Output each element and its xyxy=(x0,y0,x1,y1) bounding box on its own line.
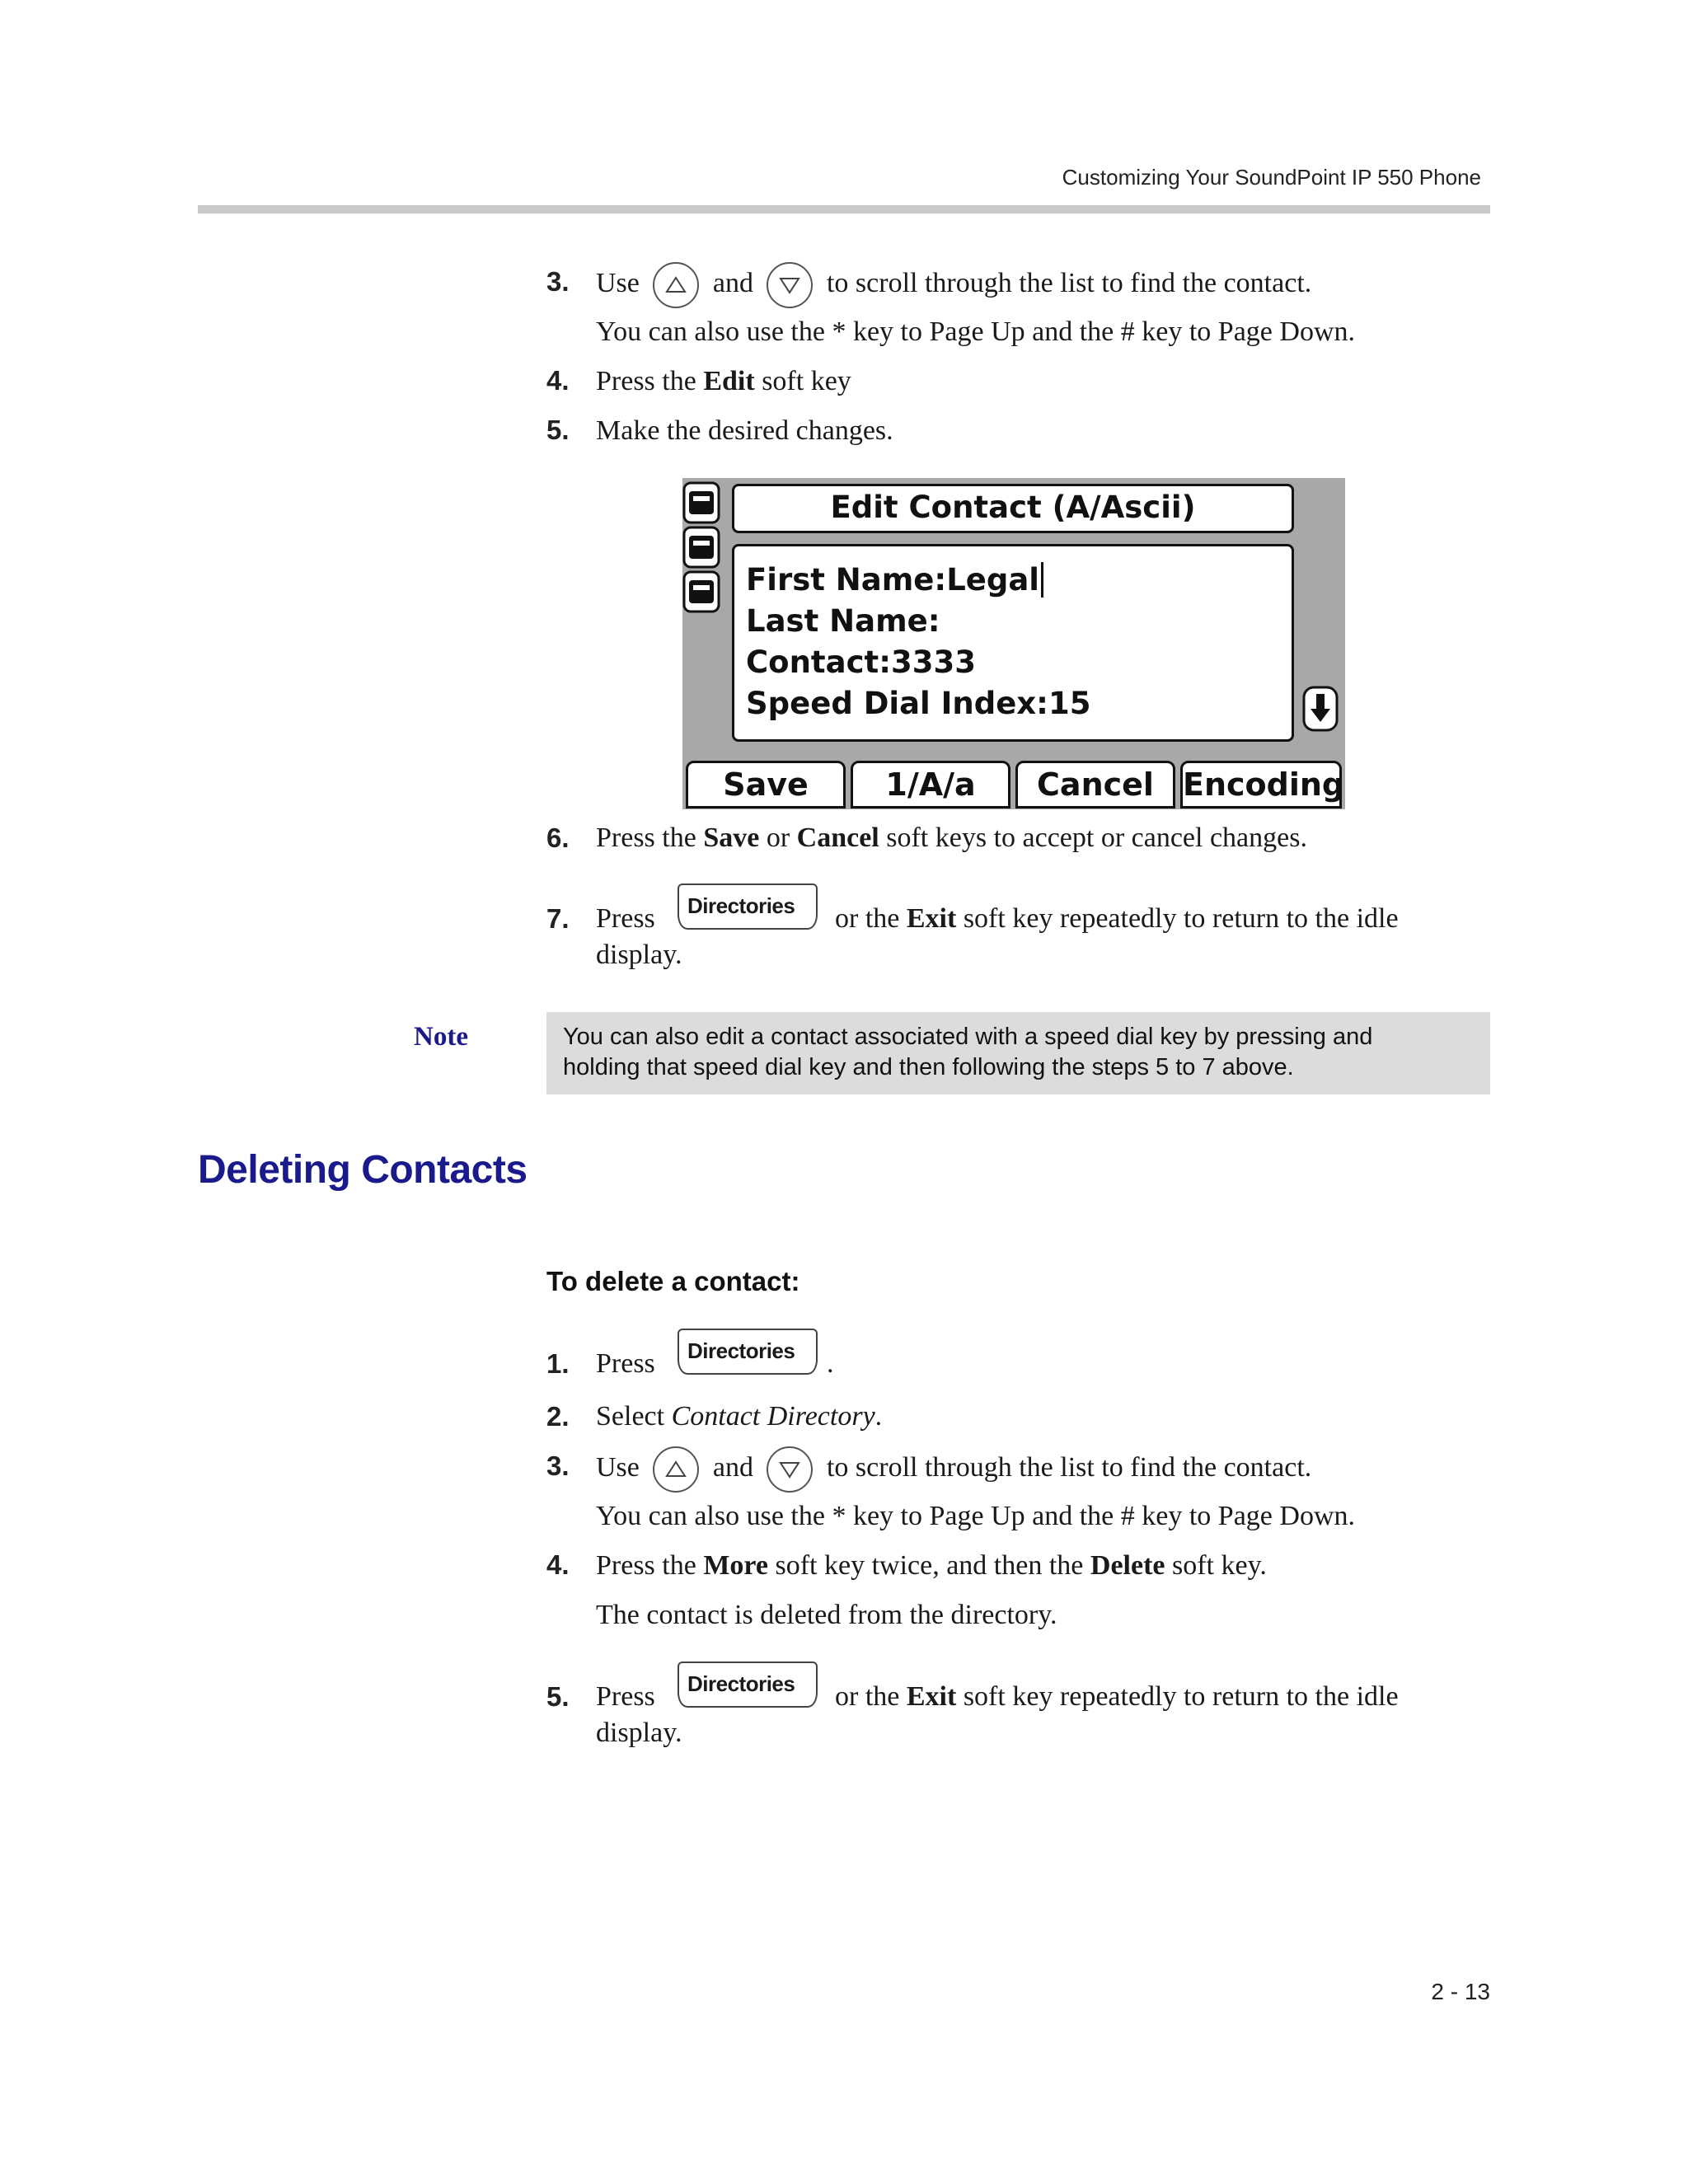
step-text-continued: display. xyxy=(596,1718,682,1748)
screen-title: Edit Contact (A/Ascii) xyxy=(830,490,1196,525)
step-text xyxy=(596,1446,1311,1493)
step-text-part: or the xyxy=(835,1681,907,1712)
delete-softkey-name: Delete xyxy=(1090,1550,1165,1581)
field-value: 15 xyxy=(1048,686,1091,721)
directories-key-icon: Directories xyxy=(678,1661,818,1708)
running-header: Customizing Your SoundPoint IP 550 Phone xyxy=(1062,165,1481,190)
up-arrow-key-icon xyxy=(653,262,699,308)
exit-softkey-name: Exit xyxy=(906,903,957,934)
contact-field xyxy=(746,642,1292,683)
step-number: 5. xyxy=(546,1681,570,1712)
speed-dial-index-field xyxy=(746,683,1292,724)
line-key-icon xyxy=(682,526,720,569)
phone-screen xyxy=(682,478,1345,809)
field-label: Speed Dial Index: xyxy=(746,686,1048,721)
down-arrow-key-icon xyxy=(767,1446,813,1493)
step-number: 1. xyxy=(546,1348,570,1379)
menu-item-name: Contact Directory xyxy=(671,1401,875,1432)
note-box xyxy=(546,1012,1490,1094)
step-text xyxy=(596,363,851,400)
softkey-bar xyxy=(682,761,1345,809)
step-number: 5. xyxy=(546,415,570,445)
cancel-softkey-name: Cancel xyxy=(796,823,879,853)
step-text-part: or xyxy=(759,823,797,853)
section-title: Deleting Contacts xyxy=(198,1148,528,1192)
mode-softkey[interactable]: 1/A/a xyxy=(851,761,1010,808)
step-number: 4. xyxy=(546,1549,570,1580)
step-text-part: soft key xyxy=(754,366,851,396)
step-text xyxy=(596,262,1311,308)
step-subtext: The contact is deleted from the directory. xyxy=(596,1600,1057,1630)
scroll-down-icon xyxy=(1302,686,1339,732)
encoding-softkey[interactable]: Encoding xyxy=(1180,761,1342,808)
step-text-part: Press xyxy=(596,903,655,934)
step-text-part: to scroll through the list to find the contact. xyxy=(826,1451,1312,1483)
contact-form xyxy=(732,544,1294,742)
step-number: 6. xyxy=(546,823,570,853)
step-number: 3. xyxy=(546,266,570,297)
more-softkey-name: More xyxy=(703,1550,768,1581)
line-key-icon xyxy=(682,570,720,613)
directories-key-icon: Directories xyxy=(678,1329,818,1375)
step-text-part: soft key repeatedly to return to the idle xyxy=(956,903,1399,934)
step-number: 2. xyxy=(546,1401,570,1432)
screen-title-bar xyxy=(732,484,1294,533)
field-value: Legal xyxy=(946,562,1039,598)
step-text-part: Press xyxy=(596,1348,655,1379)
note-label: Note xyxy=(414,1022,468,1052)
step-text xyxy=(835,1679,1399,1715)
step-text xyxy=(596,820,1307,856)
text-cursor xyxy=(1041,562,1054,598)
procedure-title: To delete a contact: xyxy=(546,1266,800,1296)
step-text: Make the desired changes. xyxy=(596,415,893,446)
step-text-part: soft key. xyxy=(1165,1550,1267,1581)
header-rule xyxy=(198,205,1490,213)
step-text-part: . xyxy=(827,1348,834,1379)
exit-softkey-name: Exit xyxy=(906,1681,957,1712)
cancel-softkey[interactable]: Cancel xyxy=(1015,761,1175,808)
step-text-part: Use xyxy=(596,267,640,298)
line-key-icon xyxy=(682,481,720,524)
step-text xyxy=(596,1399,882,1435)
down-arrow-key-icon xyxy=(767,262,813,308)
field-value: 3333 xyxy=(891,644,976,680)
step-subtext: You can also use the * key to Page Up and the # key to Page Down. xyxy=(596,316,1356,347)
note-line: holding that speed dial key and then following the steps 5 to 7 above. xyxy=(563,1054,1294,1080)
step-text-part: Press the xyxy=(596,366,704,396)
step-text-part: Press xyxy=(596,1681,655,1712)
page-number: 2 - 13 xyxy=(1431,1979,1490,2004)
step-subtext: You can also use the * key to Page Up and the # key to Page Down. xyxy=(596,1501,1356,1531)
step-text xyxy=(596,1548,1267,1584)
last-name-field xyxy=(746,601,1292,642)
step-text-part: Press the xyxy=(596,823,704,853)
step-text-part: soft key repeatedly to return to the idle xyxy=(956,1681,1399,1712)
step-text-part: to scroll through the list to find the contact. xyxy=(826,267,1312,298)
first-name-field xyxy=(746,560,1292,601)
field-label: First Name: xyxy=(746,562,947,598)
save-softkey-name: Save xyxy=(703,823,760,853)
step-number: 3. xyxy=(546,1451,570,1481)
edit-softkey-name: Edit xyxy=(703,366,755,396)
step-text-part: soft key twice, and then the xyxy=(768,1550,1090,1581)
note-line: You can also edit a contact associated with a speed dial key by pressing and xyxy=(563,1024,1373,1050)
field-label: Last Name: xyxy=(746,603,940,639)
step-text-part: . xyxy=(874,1401,883,1432)
step-text-part: Select xyxy=(596,1401,672,1432)
step-number: 7. xyxy=(546,903,570,934)
up-arrow-key-icon xyxy=(653,1446,699,1493)
step-text-part: and xyxy=(712,267,753,298)
step-text-continued: display. xyxy=(596,940,682,970)
step-text-part: or the xyxy=(835,903,907,934)
save-softkey[interactable]: Save xyxy=(686,761,846,808)
field-label: Contact: xyxy=(746,644,891,680)
step-text-part: and xyxy=(712,1451,753,1483)
step-text-part: soft keys to accept or cancel changes. xyxy=(879,823,1307,853)
step-text-part: Use xyxy=(596,1451,640,1483)
step-number: 4. xyxy=(546,365,570,396)
step-text xyxy=(835,901,1399,937)
directories-key-icon: Directories xyxy=(678,883,818,930)
step-text-part: Press the xyxy=(596,1550,704,1581)
